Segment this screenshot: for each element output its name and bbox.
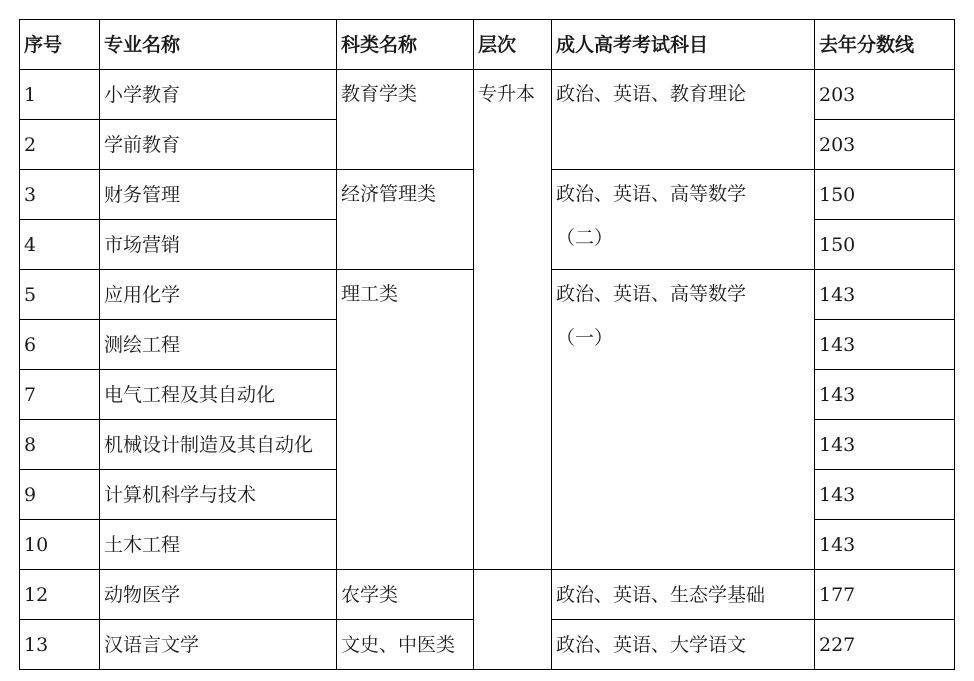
cell-subjects-agriculture: 政治、英语、生态学基础 <box>552 570 815 620</box>
cell-category-economics: 经济管理类 <box>337 170 474 270</box>
cell-score: 150 <box>815 220 955 270</box>
cell-category-science: 理工类 <box>337 270 474 570</box>
cell-major: 计算机科学与技术 <box>100 470 337 520</box>
cell-major: 应用化学 <box>100 270 337 320</box>
cell-major: 财务管理 <box>100 170 337 220</box>
admission-score-table <box>19 19 955 670</box>
cell-score: 203 <box>815 70 955 120</box>
cell-no: 10 <box>20 520 100 570</box>
cell-no: 4 <box>20 220 100 270</box>
cell-no: 8 <box>20 420 100 470</box>
cell-major: 测绘工程 <box>100 320 337 370</box>
header-subjects: 成人高考考试科目 <box>552 20 815 70</box>
cell-no: 7 <box>20 370 100 420</box>
subjects-science-line2: （一） <box>556 327 614 349</box>
cell-score: 143 <box>815 470 955 520</box>
cell-major: 电气工程及其自动化 <box>100 370 337 420</box>
header-level: 层次 <box>474 20 552 70</box>
cell-score: 143 <box>815 270 955 320</box>
cell-category-agriculture: 农学类 <box>337 570 474 620</box>
table-row <box>20 570 955 620</box>
cell-no: 12 <box>20 570 100 620</box>
cell-major: 动物医学 <box>100 570 337 620</box>
cell-major: 土木工程 <box>100 520 337 570</box>
cell-no: 2 <box>20 120 100 170</box>
cell-score: 227 <box>815 620 955 670</box>
cell-subjects-economics <box>552 170 815 270</box>
cell-score: 150 <box>815 170 955 220</box>
cell-score: 177 <box>815 570 955 620</box>
cell-level: 专升本 <box>474 70 552 570</box>
header-row <box>20 20 955 70</box>
cell-no: 3 <box>20 170 100 220</box>
cell-no: 1 <box>20 70 100 120</box>
cell-major: 汉语言文学 <box>100 620 337 670</box>
cell-category-education: 教育学类 <box>337 70 474 170</box>
subjects-science-line1: 政治、英语、高等数学 <box>556 283 747 305</box>
cell-score: 143 <box>815 420 955 470</box>
cell-subjects-humanities: 政治、英语、大学语文 <box>552 620 815 670</box>
subjects-economics-line2: （二） <box>556 227 614 249</box>
cell-major: 机械设计制造及其自动化 <box>100 420 337 470</box>
cell-major: 学前教育 <box>100 120 337 170</box>
cell-score: 143 <box>815 520 955 570</box>
cell-no: 9 <box>20 470 100 520</box>
header-score: 去年分数线 <box>815 20 955 70</box>
cell-no: 5 <box>20 270 100 320</box>
header-category: 科类名称 <box>337 20 474 70</box>
cell-category-humanities: 文史、中医类 <box>337 620 474 670</box>
cell-no: 6 <box>20 320 100 370</box>
cell-no: 13 <box>20 620 100 670</box>
cell-subjects-education: 政治、英语、教育理论 <box>552 70 815 170</box>
cell-major: 小学教育 <box>100 70 337 120</box>
header-no: 序号 <box>20 20 100 70</box>
header-major: 专业名称 <box>100 20 337 70</box>
table-row <box>20 70 955 120</box>
cell-score: 143 <box>815 370 955 420</box>
cell-level-empty <box>474 570 552 670</box>
cell-score: 203 <box>815 120 955 170</box>
subjects-economics-line1: 政治、英语、高等数学 <box>556 183 747 205</box>
cell-subjects-science <box>552 270 815 570</box>
cell-score: 143 <box>815 320 955 370</box>
cell-major: 市场营销 <box>100 220 337 270</box>
